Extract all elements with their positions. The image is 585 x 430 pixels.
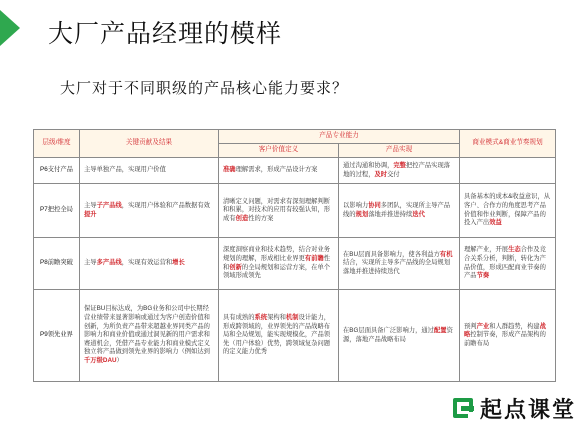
highlight-text: 子产品线 <box>96 201 122 209</box>
contribution-cell <box>80 238 219 290</box>
contribution-cell <box>80 290 219 382</box>
body-text: 控制节奏，形成产品架构的前瞻布局 <box>464 331 546 347</box>
highlight-text: 规划 <box>355 210 369 218</box>
page-title: 大厂产品经理的模样 <box>48 20 283 48</box>
table-row <box>34 158 556 184</box>
highlight-text: 增长 <box>172 259 185 267</box>
business-model-cell <box>460 158 556 184</box>
contribution-cell <box>80 158 219 184</box>
business-model-cell <box>460 238 556 290</box>
header-professional: 产品专业能力 <box>219 130 460 144</box>
highlight-text: 有前瞻 <box>304 254 324 262</box>
body-text: 交付 <box>387 170 400 178</box>
header-level: 层级/维度 <box>34 130 80 158</box>
customer-value-cell <box>219 290 339 382</box>
highlight-text: 产业 <box>476 322 490 330</box>
body-text: 保证BU目标达成，为BG业务和公司中长期经营业绩带来显著影响或通过为客户创造价值和创新，为所负责产品带来超越业界同类产品的影响力和商业价值或通过洞见新的用户需求和赛道机会，凭借产品专业能力和商业模式定义独立将产品做到领先业界的影响力（例如达到 <box>84 305 210 356</box>
capability-table <box>33 129 556 382</box>
body-text: 在BG层面具备广泛影响力，通过 <box>343 326 434 334</box>
header-customer-value: 客户价值定义 <box>219 144 339 158</box>
highlight-text: 创造 <box>235 214 249 222</box>
body-text: 资源，落地产品战略布局 <box>343 326 453 343</box>
business-model-cell <box>460 290 556 382</box>
highlight-text: 有机 <box>439 250 453 258</box>
header-contribution: 关键贡献及结果 <box>80 130 219 158</box>
brand-logo <box>452 396 576 420</box>
customer-value-cell <box>219 158 339 184</box>
body-text: 主导 <box>84 201 97 209</box>
highlight-text: 及时 <box>374 170 388 178</box>
highlight-text: 创新 <box>229 263 242 271</box>
level-cell: P9领先业界 <box>34 290 80 382</box>
highlight-text: 配置 <box>433 326 447 334</box>
body-text: 和人群趋势，构建 <box>489 322 540 330</box>
table-row <box>34 290 556 382</box>
body-text: 主导 <box>84 259 97 267</box>
highlight-text: 效益 <box>489 219 502 227</box>
body-text: 清晰定义问题，对需求有深刻理解判断和积累，对技术的应用有较强认知，形成有 <box>223 197 331 222</box>
table-row <box>34 238 556 290</box>
header-product-impl: 产品实现 <box>339 144 460 158</box>
body-text: 理解需求，形成产品设计方案 <box>235 166 318 174</box>
product-impl-cell <box>339 238 460 290</box>
body-text: ） <box>116 356 123 364</box>
body-text: 理解产业，开展 <box>464 246 509 254</box>
body-text: 通过沟通和协调， <box>343 161 394 169</box>
highlight-text: 协同 <box>368 201 381 209</box>
body-text: 深度洞察商业和技术趋势，结合对业务规划的理解，形成相比业界更 <box>223 246 331 262</box>
body-text: 性和 <box>223 254 331 271</box>
page-subtitle: 大厂对于不同职级的产品核心能力要求？ <box>60 80 349 97</box>
customer-value-cell <box>219 238 339 290</box>
corner-accent-triangle <box>0 10 20 46</box>
product-impl-cell <box>339 158 460 184</box>
body-text: ，实现有效运营和 <box>121 259 173 267</box>
body-text: 落地并推进持续 <box>368 210 413 218</box>
highlight-text: 千万级DAU <box>84 356 117 364</box>
body-text: 具有成熟的 <box>223 314 255 322</box>
highlight-text: 机制 <box>285 314 299 322</box>
contribution-cell <box>80 184 219 238</box>
body-text: 的全局规划和运营方案，在单个领域形成领先 <box>223 263 331 280</box>
body-text: 结合，实现所主导多产品线的全局规划落地并推进持续迭代 <box>343 259 451 275</box>
body-text: ，实现用户体验和产品数据有效 <box>121 201 210 209</box>
highlight-text: 准确 <box>223 166 236 174</box>
highlight-text: 完整 <box>393 161 406 169</box>
body-text: 主导单独产品，实现用户价值 <box>84 166 166 174</box>
body-text: 以影响力 <box>343 201 369 209</box>
brand-logo-icon <box>452 397 474 419</box>
body-text: 架构和 <box>267 314 286 322</box>
body-text: 多团队，实现所主导产品线的 <box>343 201 451 218</box>
level-cell: P6支付产品 <box>34 158 80 184</box>
highlight-text: 节奏 <box>476 272 490 280</box>
table-row <box>34 184 556 238</box>
body-text: 具备基本的成本&收益意识，从客户、合作方的角度思考产品价值和作业判断，保障产品的投入产出 <box>464 193 551 227</box>
highlight-text: 迭代 <box>412 210 425 218</box>
body-text: 预判 <box>464 322 477 330</box>
body-text: 设计能力，形成跨领域的，业界领先的产品战略布局和全局规划，能实现规模化，产品领先（用户体验）优势，跨领域复杂问题的定义能力优秀 <box>223 314 331 356</box>
body-text: 性的方案 <box>248 214 274 222</box>
level-cell: P7把控全局 <box>34 184 80 238</box>
brand-logo-text: 起点课堂 <box>480 396 577 422</box>
highlight-text: 生态 <box>508 246 521 254</box>
header-business-model: 商业模式&商业节奏规划 <box>460 130 556 158</box>
product-impl-cell <box>339 184 460 238</box>
business-model-cell <box>460 184 556 238</box>
product-impl-cell <box>339 290 460 382</box>
body-text: 把控产品实现落地的过程， <box>343 161 451 178</box>
customer-value-cell <box>219 184 339 238</box>
body-text: 合作及竞合关系分析，判断，转化为产品价值，形成匹配商业节奏的产品 <box>464 246 546 280</box>
level-cell: P8前瞻突破 <box>34 238 80 290</box>
highlight-text: 提升 <box>84 210 97 218</box>
highlight-text: 多产品线 <box>96 259 122 267</box>
highlight-text: 战略 <box>464 322 546 339</box>
body-text: 在BU层面具备影响力，使各利益方 <box>343 250 440 258</box>
highlight-text: 系统 <box>254 314 268 322</box>
